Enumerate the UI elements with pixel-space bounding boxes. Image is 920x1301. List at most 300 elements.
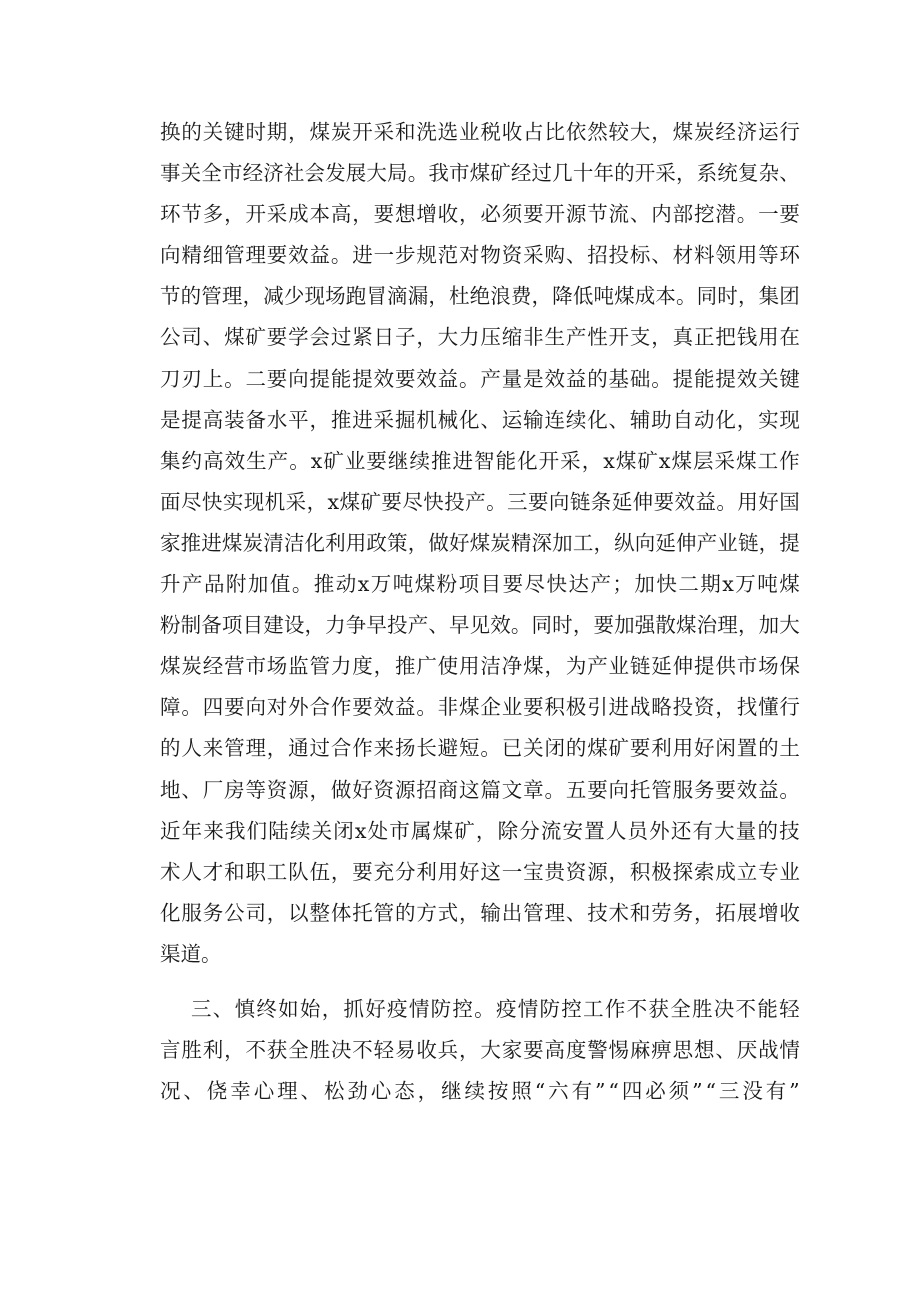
text-glyph: 市: [736, 654, 758, 679]
text-glyph: 流: [608, 202, 630, 227]
text-glyph: 缩: [501, 325, 523, 350]
text-glyph: 二: [245, 366, 266, 391]
text-glyph: ，: [593, 530, 614, 555]
text-glyph: 营: [224, 654, 245, 679]
text-glyph: ，: [242, 284, 264, 309]
text-glyph: 细: [202, 243, 224, 268]
text-glyph: 人: [181, 736, 202, 761]
text-glyph: 用: [758, 325, 779, 350]
text-glyph: 业: [608, 654, 630, 679]
text-glyph: 键: [779, 366, 800, 391]
text-glyph: 做: [428, 530, 449, 555]
text-glyph: 时: [245, 120, 266, 144]
text-line: [160, 235, 800, 276]
text-glyph: 照: [511, 1079, 532, 1104]
text-glyph: 推: [430, 448, 452, 473]
text-glyph: 、: [608, 407, 630, 432]
text-glyph: 快: [423, 489, 444, 514]
text-glyph: 如: [278, 996, 299, 1021]
text-glyph: 置: [584, 818, 605, 843]
text-glyph: 。: [544, 777, 565, 802]
text-glyph: 散: [655, 613, 676, 638]
text-glyph: 积: [629, 859, 651, 884]
text-glyph: 侥: [206, 1079, 228, 1104]
text-glyph: ，: [736, 407, 758, 432]
text-glyph: 税: [480, 120, 501, 144]
text-glyph: 土: [779, 736, 800, 761]
text-glyph: 要: [527, 489, 549, 514]
text-glyph: 现: [243, 489, 265, 514]
text-glyph: 避: [437, 736, 459, 761]
text-glyph: 劳: [651, 900, 672, 925]
text-glyph: 收: [416, 1038, 437, 1063]
text-glyph: 要: [779, 202, 800, 227]
text-glyph: 益: [758, 777, 779, 802]
text-glyph: 要: [266, 366, 288, 391]
text-glyph: 用: [672, 736, 694, 761]
text-glyph: 能: [330, 366, 352, 391]
text-glyph: 子: [394, 325, 416, 350]
text-glyph: 对: [459, 243, 480, 268]
text-glyph: 。: [676, 284, 697, 309]
text-glyph: ，: [407, 530, 429, 555]
text-glyph: 加: [552, 530, 573, 555]
text-glyph: 向: [288, 366, 309, 391]
text-glyph: 机: [416, 407, 437, 432]
text-glyph: 智: [474, 448, 495, 473]
text-glyph: 终: [256, 996, 277, 1021]
text-glyph: 人: [605, 818, 627, 843]
text-glyph: 成: [288, 202, 309, 227]
text-glyph: 开: [544, 202, 565, 227]
text-glyph: 专: [758, 859, 779, 884]
text-glyph: “: [705, 1079, 716, 1104]
text-glyph: 还: [670, 818, 692, 843]
text-glyph: 局: [387, 161, 408, 186]
text-glyph: 通: [288, 736, 309, 761]
text-glyph: 索: [693, 859, 715, 884]
text-glyph: 、: [629, 202, 651, 227]
text-glyph: 力: [330, 654, 352, 679]
text-glyph: 化: [459, 407, 480, 432]
text-glyph: 管: [224, 243, 245, 268]
text-glyph: ，: [309, 407, 331, 432]
text-glyph: x: [354, 818, 367, 843]
text-glyph: 开: [245, 202, 266, 227]
text-glyph: 过: [531, 161, 553, 186]
text-glyph: 煤: [432, 818, 454, 843]
text-glyph: ，: [581, 448, 603, 473]
text-glyph: 好: [352, 777, 373, 802]
text-glyph: 煤: [221, 530, 243, 555]
text-glyph: 松: [323, 1079, 345, 1104]
text-glyph: 政: [366, 530, 387, 555]
text-glyph: 要: [593, 613, 614, 638]
text-glyph: ；: [612, 572, 633, 597]
text-glyph: 情: [517, 996, 539, 1021]
text-glyph: 刃: [181, 366, 202, 391]
text-glyph: 大: [714, 818, 735, 843]
text-glyph: 这: [459, 777, 480, 802]
text-glyph: 延: [651, 654, 672, 679]
text-glyph: 业: [344, 448, 366, 473]
text-glyph: 。: [459, 366, 480, 391]
text-glyph: 懂: [758, 695, 779, 720]
text-glyph: 提: [779, 530, 800, 555]
text-glyph: 增: [416, 202, 437, 227]
text-glyph: 少: [283, 284, 305, 309]
text-glyph: 做: [330, 777, 352, 802]
text-glyph: 。: [416, 695, 437, 720]
text-glyph: ，: [459, 1038, 480, 1063]
text-glyph: 同: [696, 284, 718, 309]
text-glyph: 济: [263, 161, 284, 186]
text-glyph: 期: [700, 572, 721, 597]
text-glyph: 济: [736, 120, 758, 144]
text-glyph: 万: [370, 572, 392, 597]
text-glyph: 疫: [387, 996, 408, 1021]
text-glyph: 广: [416, 654, 437, 679]
text-glyph: 处: [367, 818, 389, 843]
text-glyph: 煤: [160, 654, 181, 679]
text-glyph: 采: [523, 243, 544, 268]
text-glyph: 环: [160, 202, 181, 227]
text-glyph: 础: [629, 366, 651, 391]
text-glyph: 掘: [394, 407, 416, 432]
text-glyph: 作: [352, 736, 373, 761]
text-glyph: 效: [373, 366, 395, 391]
text-glyph: 才: [202, 859, 224, 884]
text-glyph: 进: [608, 695, 630, 720]
text-glyph: 煤: [414, 572, 436, 597]
text-glyph: 工: [583, 996, 604, 1021]
text-glyph: 设: [283, 613, 305, 638]
text-glyph: 度: [352, 654, 373, 679]
text-glyph: 煤: [676, 613, 697, 638]
text-glyph: 统: [717, 161, 738, 186]
text-glyph: 用: [345, 530, 367, 555]
text-glyph: 动: [693, 407, 715, 432]
text-glyph: 然: [587, 120, 608, 144]
text-glyph: 快: [656, 572, 677, 597]
text-glyph: 粉: [436, 572, 458, 597]
text-glyph: 精: [181, 243, 202, 268]
text-glyph: 人: [181, 859, 202, 884]
text-glyph: ”: [789, 1079, 800, 1104]
text-glyph: 轻: [779, 996, 800, 1021]
text-glyph: 资: [373, 777, 395, 802]
text-glyph: 大: [437, 325, 459, 350]
text-glyph: 大: [629, 120, 651, 144]
text-glyph: 要: [224, 695, 245, 720]
text-glyph: 效: [416, 366, 437, 391]
text-glyph: 煤: [672, 120, 694, 144]
text-glyph: 输: [523, 407, 544, 432]
text-glyph: 要: [523, 202, 544, 227]
text-glyph: 体: [330, 900, 352, 925]
text-glyph: 是: [160, 407, 181, 432]
text-glyph: 进: [352, 407, 373, 432]
text-glyph: 好: [459, 859, 480, 884]
text-glyph: 成: [715, 859, 736, 884]
text-glyph: 开: [538, 448, 560, 473]
text-glyph: 要: [502, 572, 524, 597]
text-glyph: 慎: [234, 996, 256, 1021]
text-glyph: 找: [736, 695, 758, 720]
text-line: [160, 194, 800, 235]
text-glyph: 胜: [181, 1038, 202, 1063]
text-glyph: 、: [565, 243, 587, 268]
text-glyph: ，: [676, 161, 697, 186]
text-glyph: 况: [160, 1079, 181, 1104]
text-glyph: 进: [201, 530, 222, 555]
text-glyph: 基: [608, 366, 630, 391]
text-glyph: ，: [608, 859, 630, 884]
text-glyph: 四: [621, 1079, 643, 1104]
text-glyph: 矿: [608, 736, 630, 761]
text-line: [160, 564, 800, 605]
text-glyph: 源: [587, 859, 608, 884]
text-glyph: 资: [501, 243, 523, 268]
text-glyph: 用: [737, 489, 758, 514]
text-line: [160, 482, 800, 523]
text-glyph: 要: [587, 777, 608, 802]
text-glyph: 社: [283, 161, 305, 186]
text-glyph: 贵: [544, 859, 565, 884]
text-glyph: 滴: [387, 284, 408, 309]
text-glyph: 源: [288, 777, 309, 802]
text-glyph: 煤: [224, 325, 245, 350]
text-glyph: 提: [672, 366, 694, 391]
text-glyph: 煤: [587, 736, 608, 761]
text-glyph: 值: [269, 572, 291, 597]
text-glyph: 监: [288, 654, 309, 679]
text-glyph: 产: [267, 448, 289, 473]
text-glyph: 开: [352, 120, 373, 144]
text-glyph: 惕: [608, 1038, 630, 1063]
text-glyph: 来: [202, 736, 224, 761]
text-glyph: 煤: [615, 448, 637, 473]
text-glyph: 提: [309, 366, 331, 391]
text-glyph: 抓: [343, 996, 364, 1021]
text-glyph: 产: [407, 613, 429, 638]
text-glyph: 炭: [490, 530, 511, 555]
text-line: [160, 523, 800, 564]
text-glyph: 增: [758, 900, 779, 925]
text-glyph: 等: [245, 777, 266, 802]
text-glyph: 早: [366, 613, 387, 638]
text-glyph: 采: [655, 161, 676, 186]
text-glyph: ”: [692, 1079, 703, 1104]
text-glyph: 们: [246, 818, 268, 843]
text-glyph: 利: [202, 1038, 224, 1063]
text-glyph: 须: [668, 1079, 690, 1104]
text-glyph: 煤: [614, 284, 635, 309]
text-glyph: 四: [202, 695, 224, 720]
text-glyph: 。: [291, 572, 313, 597]
text-glyph: 理: [717, 613, 738, 638]
text-glyph: 吨: [757, 572, 778, 597]
text-glyph: x: [603, 448, 615, 473]
text-glyph: 采: [285, 489, 307, 514]
text-glyph: 挖: [693, 202, 715, 227]
text-glyph: 场: [325, 284, 346, 309]
text-glyph: ，: [572, 613, 594, 638]
text-glyph: 同: [531, 613, 553, 638]
text-glyph: x: [722, 572, 734, 597]
text-glyph: 业: [459, 120, 480, 144]
text-glyph: 平: [288, 407, 309, 432]
text-glyph: 深: [531, 530, 553, 555]
text-glyph: 有: [571, 1079, 593, 1104]
text-glyph: 化: [304, 530, 325, 555]
text-glyph: 矿: [245, 325, 266, 350]
text-glyph: 招: [587, 243, 608, 268]
text-glyph: 企: [480, 695, 501, 720]
text-glyph: 大: [366, 161, 387, 186]
text-glyph: 。: [474, 996, 495, 1021]
text-glyph: 托: [352, 900, 373, 925]
text-glyph: 达: [568, 572, 589, 597]
text-glyph: 的: [160, 736, 181, 761]
text-glyph: 效: [224, 448, 246, 473]
text-glyph: 比: [544, 120, 565, 144]
text-glyph: 必: [480, 202, 501, 227]
text-glyph: x: [310, 448, 323, 473]
text-glyph: 项: [458, 572, 480, 597]
text-glyph: 益: [394, 695, 416, 720]
text-glyph: ，: [330, 859, 352, 884]
text-glyph: 矿: [454, 818, 475, 843]
text-glyph: 管: [309, 654, 331, 679]
text-glyph: 尽: [180, 489, 202, 514]
text-glyph: 置: [736, 736, 758, 761]
text-glyph: 三: [191, 996, 212, 1021]
text-glyph: 这: [480, 859, 501, 884]
text-glyph: 职: [245, 859, 266, 884]
text-glyph: 投: [387, 613, 408, 638]
text-glyph: 紧: [352, 325, 373, 350]
text-glyph: 目: [242, 613, 264, 638]
text-glyph: 战: [629, 695, 651, 720]
text-glyph: 经: [715, 120, 736, 144]
text-glyph: 必: [645, 1079, 666, 1104]
text-glyph: 地: [160, 777, 181, 802]
text-glyph: 效: [736, 366, 758, 391]
text-glyph: 标: [629, 243, 651, 268]
text-glyph: 不: [626, 996, 648, 1021]
text-glyph: 益: [309, 243, 331, 268]
text-glyph: 换: [160, 120, 181, 144]
text-line: [160, 400, 800, 441]
text-glyph: 章: [523, 777, 544, 802]
text-glyph: 近: [160, 818, 181, 843]
text-glyph: 益: [437, 366, 459, 391]
text-glyph: 续: [289, 818, 311, 843]
text-glyph: 要: [373, 202, 395, 227]
text-glyph: 机: [264, 489, 286, 514]
text-glyph: 司: [181, 325, 202, 350]
text-glyph: 煤: [469, 530, 491, 555]
text-glyph: 工: [757, 448, 779, 473]
text-glyph: 市: [221, 161, 243, 186]
text-glyph: 行: [779, 695, 800, 720]
text-glyph: 我: [224, 818, 246, 843]
text-glyph: 项: [221, 613, 243, 638]
text-glyph: 冒: [366, 284, 387, 309]
text-glyph: 厂: [202, 777, 224, 802]
text-glyph: 技: [779, 818, 800, 843]
text-glyph: 高: [330, 202, 352, 227]
text-glyph: 合: [309, 695, 331, 720]
text-glyph: 和: [629, 900, 651, 925]
text-glyph: 场: [266, 654, 288, 679]
text-line: [160, 112, 800, 153]
text-glyph: 供: [715, 654, 736, 679]
text-glyph: 助: [651, 407, 672, 432]
text-glyph: 效: [490, 613, 511, 638]
text-glyph: 好: [758, 489, 779, 514]
text-glyph: 产: [465, 489, 486, 514]
text-glyph: 用: [736, 243, 758, 268]
text-glyph: 炭: [693, 120, 715, 144]
text-glyph: 。: [407, 161, 429, 186]
text-glyph: 现: [304, 284, 325, 309]
text-glyph: 资: [565, 859, 587, 884]
text-glyph: ，: [266, 900, 288, 925]
text-glyph: 投: [608, 243, 630, 268]
text-glyph: 关: [180, 161, 202, 186]
text-glyph: 伍: [309, 859, 331, 884]
text-glyph: ，: [321, 996, 343, 1021]
text-glyph: 提: [715, 366, 736, 391]
text-glyph: 治: [696, 613, 718, 638]
text-glyph: 链: [569, 489, 591, 514]
text-glyph: 复: [737, 161, 759, 186]
text-line: [160, 605, 800, 646]
text-glyph: 一: [758, 202, 779, 227]
text-glyph: 洁: [283, 530, 305, 555]
text-glyph: 幸: [230, 1079, 251, 1104]
text-glyph: 运: [758, 120, 779, 144]
text-glyph: 较: [608, 120, 630, 144]
text-line: [160, 728, 800, 769]
text-glyph: ，: [651, 120, 672, 144]
text-glyph: 须: [501, 202, 523, 227]
text-glyph: ”: [595, 1079, 606, 1104]
text-glyph: 式: [437, 900, 459, 925]
text-glyph: 、: [183, 1079, 204, 1104]
text-glyph: 决: [713, 996, 735, 1021]
text-glyph: 三: [718, 1079, 740, 1104]
text-glyph: 杂: [758, 161, 780, 186]
text-glyph: 提: [352, 366, 373, 391]
text-glyph: 有: [692, 818, 713, 843]
text-glyph: 的: [180, 284, 202, 309]
text-line: [160, 441, 800, 482]
text-glyph: 目: [480, 572, 502, 597]
text-glyph: 文: [501, 777, 523, 802]
text-glyph: 炭: [330, 120, 352, 144]
text-glyph: ，: [737, 284, 759, 309]
text-glyph: 伸: [632, 489, 654, 514]
text-glyph: 厌: [736, 1038, 758, 1063]
text-glyph: 进: [452, 448, 473, 473]
text-glyph: 市: [389, 818, 410, 843]
paragraph-1: [160, 112, 800, 975]
text-glyph: 钱: [736, 325, 758, 350]
text-glyph: 本: [655, 284, 676, 309]
